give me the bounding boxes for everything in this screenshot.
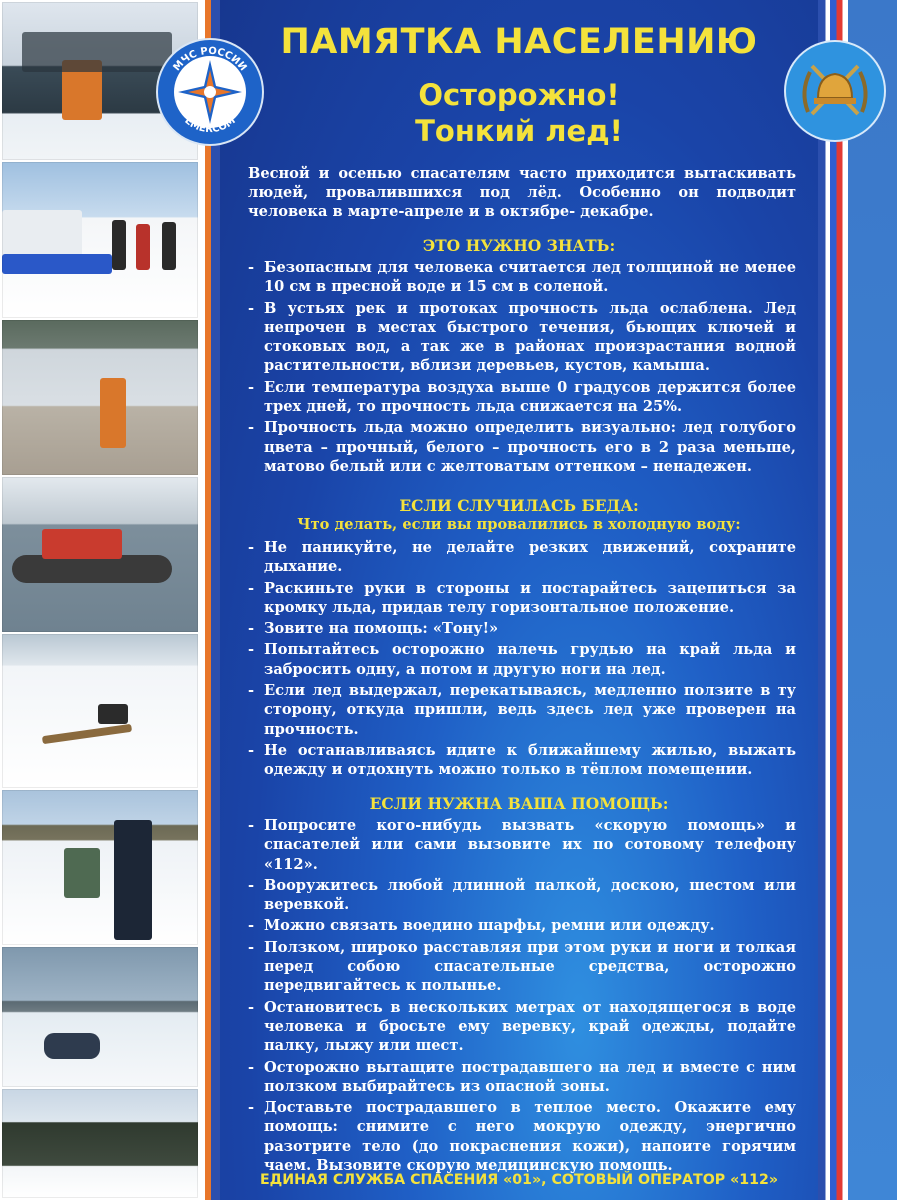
list-item: - Не паникуйте, не делайте резких движений, сохраните дыхание. [248,539,796,576]
section-subtitle-trouble: Что делать, если вы провалились в холодную воду: [297,516,741,533]
list-item: - Можно связать воедино шарфы, ремни или одежду. [248,917,715,935]
list-item: - Доставьте пострадавшего в теплое место. Окажите ему помощь: снимите с него мокрую одежду, энергично разотрите тело (до покраснения кожи), напоите горячим чаем. Вызовите скорую медицинскую помощь. [248,1099,796,1175]
list-item: - Осторожно вытащите пострадавшего на лед и вместе с ним ползком выбирайтесь из опасной зоны. [248,1058,796,1095]
list-item: - Попросите кого-нибудь вызвать «скорую помощь» и спасателей или сами вызовите их по сотовому телефону «112». [248,817,796,873]
list-item: - Ползком, широко расставляя при этом руки и ноги и толкая перед собою спасательные средства, осторожно передвигайтесь к полынье. [248,938,796,995]
intro-paragraph: Весной и осенью спасателям часто приходится вытаскивать людей, провалившихся под лёд. Особенно он подводит человека в марте-апреле и в октябре- декабре. [248,165,796,220]
section-title-know: ЭТО НУЖНО ЗНАТЬ: [422,236,616,255]
list-item: - Вооружитесь любой длинной палкой, доскою, шестом или веревкой. [248,876,796,914]
list-know [248,258,796,478]
list-item: - Не останавливаясь идите к ближайшему жилью, выжать одежду и отдохнуть можно только в тёплом помещении. [248,741,796,779]
list-item: - Если лед выдержал, перекатываясь, медленно ползите в ту сторону, откуда пришли, ведь здесь лед уже проверен на прочность. [248,682,796,738]
photo-winter-forest [2,1089,198,1198]
section-title-trouble: ЕСЛИ СЛУЧИЛАСЬ БЕДА: [399,496,639,515]
photo-hovercraft-rescuers [2,162,198,318]
list-item: - Раскиньте руки в стороны и постарайтесь зацепиться за кромку льда, придав телу горизонтальное положение. [248,579,796,616]
photo-ice-crossing [2,634,198,788]
list-item: - Если температура воздуха выше 0 градусов держится более трех дней, то прочность льда снижается на 25%. [248,378,796,416]
photo-rescue-boat [2,477,198,632]
flag-stripe-right [818,0,848,1200]
warning-line-1: Осторожно! [418,78,620,112]
right-background [848,0,897,1200]
list-item: - В устьях рек и протоках прочность льда ослаблена. Лед непрочен в местах быстрого течения, бьющих ключей и стоковых вод, а так же в районах произрастания водной растительности, вблизи деревьев, кустов, камыша. [248,299,796,375]
list-item: - Прочность льда можно определить визуально: лед голубого цвета – прочный, белого – прочность его в 2 раза меньше, матово белый или с желтоватым оттенком – ненадежен. [248,419,796,475]
photo-fisherman-and-officer [2,790,198,945]
photo-strip [0,0,200,1200]
list-help [248,816,796,1177]
footer-emergency-numbers: ЕДИНАЯ СЛУЖБА СПАСЕНИЯ «01», СОТОВЫЙ ОПЕРАТОР «112» [259,1172,779,1188]
list-trouble [248,538,796,782]
list-item: - Безопасным для человека считается лед толщиной не менее 10 см в пресной воде и 15 см в соленой. [248,259,796,296]
list-item: - Остановитесь в нескольких метрах от находящегося в воде человека и бросьте ему веревку, край одежды, подайте палку, лыжу или шест. [248,998,796,1055]
section-title-help: ЕСЛИ НУЖНА ВАША ПОМОЩЬ: [369,794,669,813]
photo-rescuer-on-ice [2,320,198,475]
page-title: ПАМЯТКА НАСЕЛЕНИЮ [280,22,758,62]
list-item: - Зовите на помощь: «Тону!» [248,620,499,638]
list-item: - Попытайтесь осторожно налечь грудью на край льда и забросить одну, а потом и другую ноги на лед. [248,641,796,678]
flag-stripe-left [200,0,220,1200]
emblem-top-text: МЧС РОССИИ [171,45,249,74]
emblem-bottom-text: EMERCOM [182,115,238,136]
warning-line-2: Тонкий лед! [415,114,623,148]
photo-hovercraft-on-river [2,947,198,1087]
